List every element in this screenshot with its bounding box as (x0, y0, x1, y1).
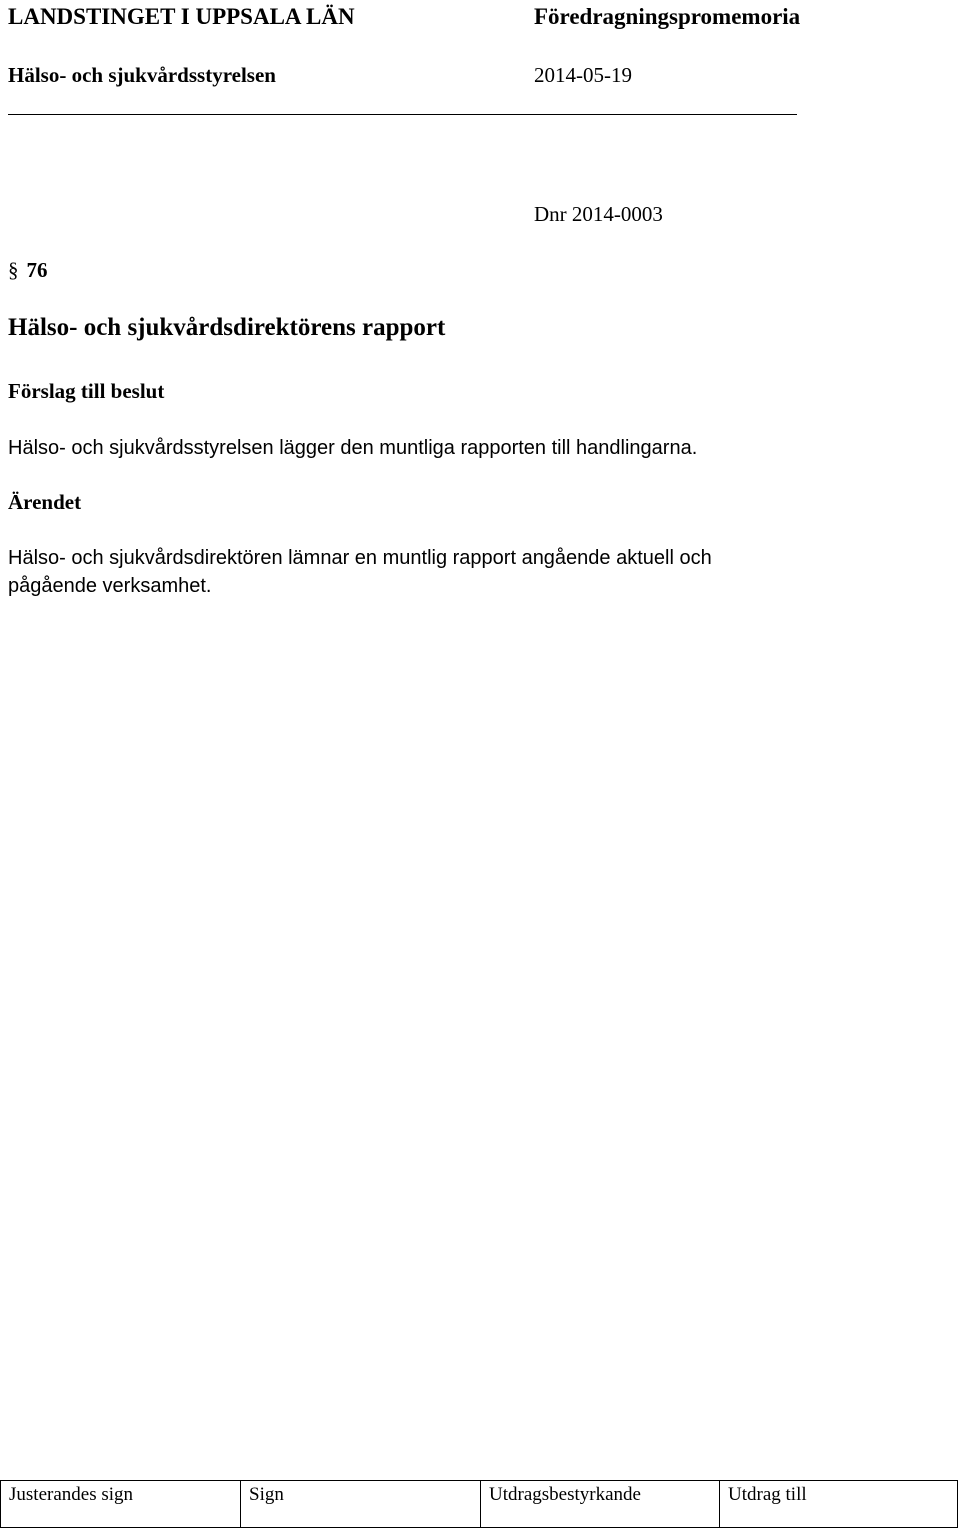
matter-text-line-2: pågående verksamhet. (8, 575, 212, 597)
section-number: 76 (26, 258, 48, 282)
matter-heading: Ärendet (8, 490, 82, 514)
section-title: Hälso- och sjukvårdsdirektörens rapport (8, 314, 446, 341)
document-type: Föredragningspromemoria (534, 4, 801, 29)
footer-cell-sign: Sign (241, 1481, 481, 1527)
footer-cell-justerandes-sign: Justerandes sign (1, 1481, 241, 1527)
footer-cell-utdrag-till: Utdrag till (728, 1484, 807, 1505)
document-date: 2014-05-19 (534, 63, 632, 87)
matter-text-line-1: Hälso- och sjukvårdsdirektören lämnar en muntlig rapport angående aktuell och (8, 547, 712, 569)
footer-cell-utdragsbestyrkande: Utdragsbestyrkande (481, 1481, 720, 1527)
proposal-text: Hälso- och sjukvårdsstyrelsen lägger den muntliga rapporten till handlingarna. (8, 437, 698, 459)
proposal-heading: Förslag till beslut (8, 379, 165, 403)
signature-table (0, 1480, 958, 1528)
reference-number: Dnr 2014-0003 (534, 202, 663, 226)
paragraph-sign: § (8, 258, 19, 282)
board-name: Hälso- och sjukvårdsstyrelsen (8, 63, 276, 87)
organization-name: LANDSTINGET I UPPSALA LÄN (8, 4, 355, 29)
header-divider (8, 114, 797, 115)
section-number-line (8, 258, 48, 283)
